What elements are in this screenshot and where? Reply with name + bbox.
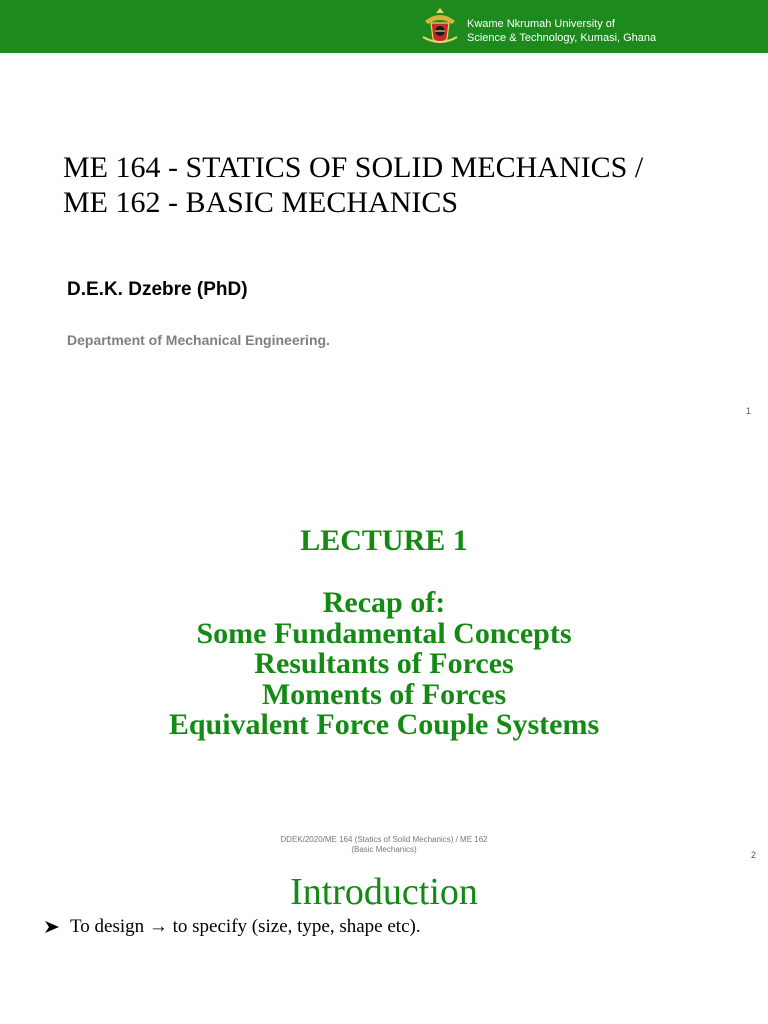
university-name-line2: Science & Technology, Kumasi, Ghana (467, 32, 657, 44)
recap-line: Moments of Forces (261, 677, 507, 711)
arrowhead-bullet-icon (44, 919, 60, 935)
course-title-line1: ME 164 - STATICS OF SOLID MECHANICS / (63, 151, 644, 184)
recap-line: Some Fundamental Concepts (196, 616, 572, 650)
recap-line: Resultants of Forces (254, 647, 514, 680)
slide-footer-line1: DDEK/2020/ME 164 (Statics of Solid Mechanics) / ME 162 (280, 835, 488, 844)
header-bar (0, 0, 768, 53)
lecture-heading: LECTURE 1 (300, 524, 468, 557)
university-crest-icon (419, 7, 461, 49)
recap-line: Equivalent Force Couple Systems (168, 708, 600, 741)
recap-line: Recap of: (322, 586, 446, 619)
course-title-line2: ME 162 - BASIC MECHANICS (63, 186, 459, 219)
university-name-line1: Kwame Nkrumah University of (467, 18, 615, 30)
recap-topics (0, 588, 768, 741)
course-title (63, 150, 643, 220)
university-name (467, 17, 656, 45)
author-name: D.E.K. Dzebre (PhD) (67, 279, 248, 300)
slide-footer (234, 835, 534, 855)
slide1-page-number: 1 (746, 406, 752, 416)
bullet-item (44, 916, 421, 938)
slide2-page-number: 2 (751, 850, 757, 860)
department-name: Department of Mechanical Engineering. (67, 332, 330, 348)
bullet-text: To design → to specify (size, type, shape etc). (70, 916, 421, 937)
introduction-title: Introduction (290, 871, 478, 913)
slide-footer-line2: (Basic Mechanics) (351, 845, 417, 854)
